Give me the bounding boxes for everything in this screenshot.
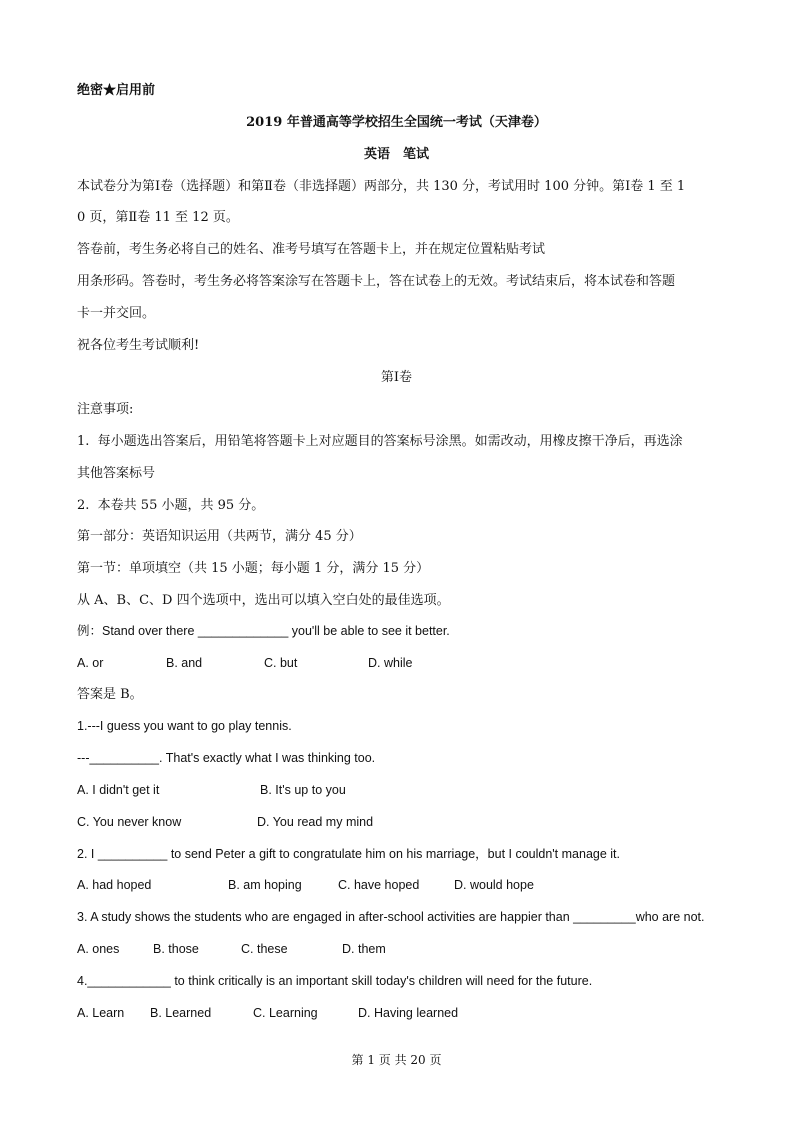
volume-heading: 第Ⅰ卷 xyxy=(380,370,413,385)
note-2: 2. 本卷共 55 小题，共 95 分。 xyxy=(77,498,265,513)
question-1-stem-2: ---__________. That's exactly what I was thinking too. xyxy=(77,751,376,765)
part-1-heading: 第一部分：英语知识运用（共两节，满分 45 分） xyxy=(77,529,362,544)
intro-line-4: 用条形码。答卷时，考生务必将答案涂写在答题卡上，答在试卷上的无效。考试结束后，将本试卷和答题 xyxy=(77,274,676,289)
question-2-stem: 2. I __________ to send Peter a gift to congratulate him on his marriage，but I couldn't manage it. xyxy=(77,847,620,861)
question-2-option-c: C. have hoped xyxy=(338,878,420,892)
secret-label: 绝密★启用前 xyxy=(77,83,156,98)
question-1-option-b: B. It's up to you xyxy=(260,783,346,797)
page-number: 第 1 页 共 20 页 xyxy=(351,1053,442,1067)
exam-subtitle: 英语 笔试 xyxy=(363,147,429,162)
instruction: 从 A、B、C、D 四个选项中，选出可以填入空白处的最佳选项。 xyxy=(77,593,450,608)
question-4-option-c: C. Learning xyxy=(253,1006,318,1020)
question-3-option-d: D. them xyxy=(342,942,386,956)
intro-line-2: 0 页，第Ⅱ卷 11 至 12 页。 xyxy=(77,210,239,225)
question-2-option-b: B. am hoping xyxy=(228,878,302,892)
question-1-stem: 1.---I guess you want to go play tennis. xyxy=(77,719,292,733)
example-answer: 答案是 B。 xyxy=(77,687,143,702)
question-3-option-b: B. those xyxy=(153,942,199,956)
question-1-option-a: A. I didn't get it xyxy=(77,783,160,797)
example-stem: 例：Stand over there _____________ you'll be able to see it better. xyxy=(77,624,450,638)
note-1-line-2: 其他答案标号 xyxy=(77,466,156,481)
example-option-b: B. and xyxy=(166,656,203,670)
exam-title: 2019 年普通高等学校招生全国统一考试（天津卷） xyxy=(246,115,547,130)
question-3-stem: 3. A study shows the students who are engaged in after-school activities are happier than _________who are not. xyxy=(77,910,705,924)
example-option-a: A. or xyxy=(77,656,104,670)
question-4-stem: 4.____________ to think critically is an important skill today's children will need for the future. xyxy=(77,974,593,988)
question-1-option-d: D. You read my mind xyxy=(257,815,374,829)
question-2-option-d: D. would hope xyxy=(454,878,534,892)
note-1-line-1: 1. 每小题选出答案后，用铅笔将答题卡上对应题目的答案标号涂黑。如需改动，用橡皮擦干净后，再选涂 xyxy=(77,434,683,449)
question-3-option-c: C. these xyxy=(241,942,288,956)
question-4-option-a: A. Learn xyxy=(77,1006,125,1020)
section-1-heading: 第一节：单项填空（共 15 小题；每小题 1 分，满分 15 分） xyxy=(77,561,430,576)
example-option-c: C. but xyxy=(264,656,298,670)
question-2-option-a: A. had hoped xyxy=(77,878,152,892)
intro-line-1: 本试卷分为第Ⅰ卷（选择题）和第Ⅱ卷（非选择题）两部分，共 130 分，考试用时 100 分钟。第Ⅰ卷 1 至 1 xyxy=(77,179,686,194)
intro-line-3: 答卷前，考生务必将自己的姓名、准考号填写在答题卡上，并在规定位置粘贴考试 xyxy=(77,242,546,257)
notes-title: 注意事项: xyxy=(77,402,134,417)
intro-line-5: 卡一并交回。 xyxy=(77,306,156,321)
question-4-option-b: B. Learned xyxy=(150,1006,212,1020)
example-option-d: D. while xyxy=(368,656,413,670)
question-4-option-d: D. Having learned xyxy=(358,1006,459,1020)
question-3-option-a: A. ones xyxy=(77,942,120,956)
intro-line-6: 祝各位考生考试顺利! xyxy=(77,338,200,353)
question-1-option-c: C. You never know xyxy=(77,815,182,829)
